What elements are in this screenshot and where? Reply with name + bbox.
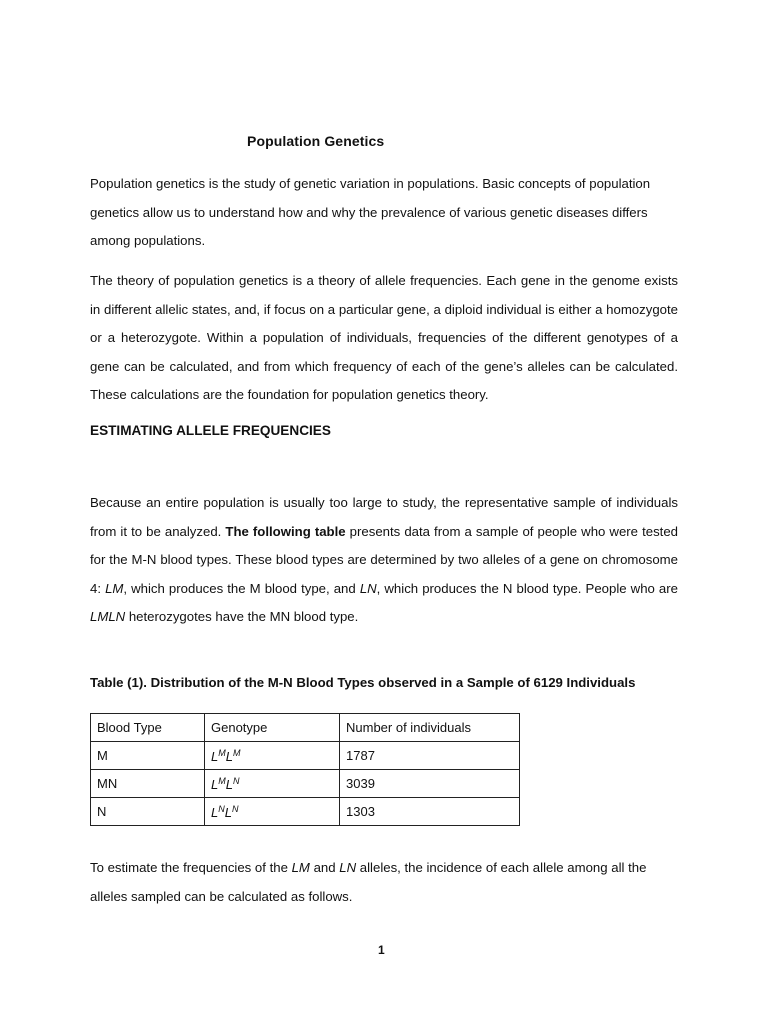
cell-count: 1787 [340,742,520,770]
bold-text-run: The following table [225,523,346,539]
estimate-paragraph [90,854,678,911]
genotype-superscript: N [231,803,239,814]
genotype-base: L [211,748,219,764]
genotype-superscript: M [218,747,226,758]
text-run: Because an entire population is usually too large to study, the representative sample of individuals from it to be analyzed. [90,495,678,539]
allele-ln: LN [359,580,377,596]
genotype-base: L [211,804,219,820]
allele-lm: LM [291,860,310,875]
genotype-base: L [224,804,232,820]
text-run: and [309,860,340,875]
table-row [91,770,520,798]
header-number-of-individuals: Number of individuals [340,714,520,742]
genotype-base: L [225,776,233,792]
section-heading: ESTIMATING ALLELE FREQUENCIES [90,423,331,438]
text-run: presents data from a sample of people who were tested for the M-N blood types. These blood types are determined by two alleles of a gene on chromosome 4: [90,523,679,596]
allele-lm: LM [105,580,124,596]
page-number: 1 [378,943,385,957]
cell-blood-type: N [91,798,205,826]
cell-blood-type: M [91,742,205,770]
cell-count: 1303 [340,798,520,826]
cell-blood-type: MN [91,770,205,798]
intro-paragraph: Population genetics is the study of genetic variation in populations. Basic concepts of population genetics allow us to understand how and why the prevalence of various genetic diseases differs among populations. [90,176,651,248]
text-run: , which produces the M blood type, and [123,580,360,596]
cell-genotype [205,770,340,798]
table-header-row [91,714,520,742]
genotype-superscript: M [218,775,226,786]
text-run: , which produces the N blood type. People who are [376,580,678,596]
cell-genotype [205,742,340,770]
genotype-superscript: N [232,775,240,786]
cell-count: 3039 [340,770,520,798]
text-run: To estimate the frequencies of the [90,860,292,875]
sample-paragraph [90,489,678,632]
table-row [91,798,520,826]
genotype-base: L [225,748,233,764]
header-genotype: Genotype [205,714,340,742]
genotype-superscript: M [232,747,241,758]
blood-type-table [90,713,520,826]
genotype-superscript: N [218,803,225,814]
text-run: heterozygotes have the MN blood type. [125,609,359,624]
page-title: Population Genetics [247,133,385,149]
genotype-base: L [211,776,219,792]
allele-ln: LN [339,860,357,875]
cell-genotype [205,798,340,826]
heterozygote-genotype: LMLN [90,609,126,624]
theory-paragraph: The theory of population genetics is a theory of allele frequencies. Each gene in the genome exists in different allelic states, and, if focus on a particular gene, a diploid individual is either a homozygote or a heterozygote. Within a population of individuals, frequencies of the different genotypes of a gene can be calculated, and from which frequency of each of the gene’s alleles can be calculated. These calculations are the foundation for population genetics theory. [90,273,678,402]
text-run: alleles, the incidence of each allele among all the alleles sampled can be calculated as follows. [90,860,647,904]
table-caption: Table (1). Distribution of the M-N Blood Types observed in a Sample of 6129 Individuals [90,675,636,690]
header-blood-type: Blood Type [91,714,205,742]
table-row [91,742,520,770]
